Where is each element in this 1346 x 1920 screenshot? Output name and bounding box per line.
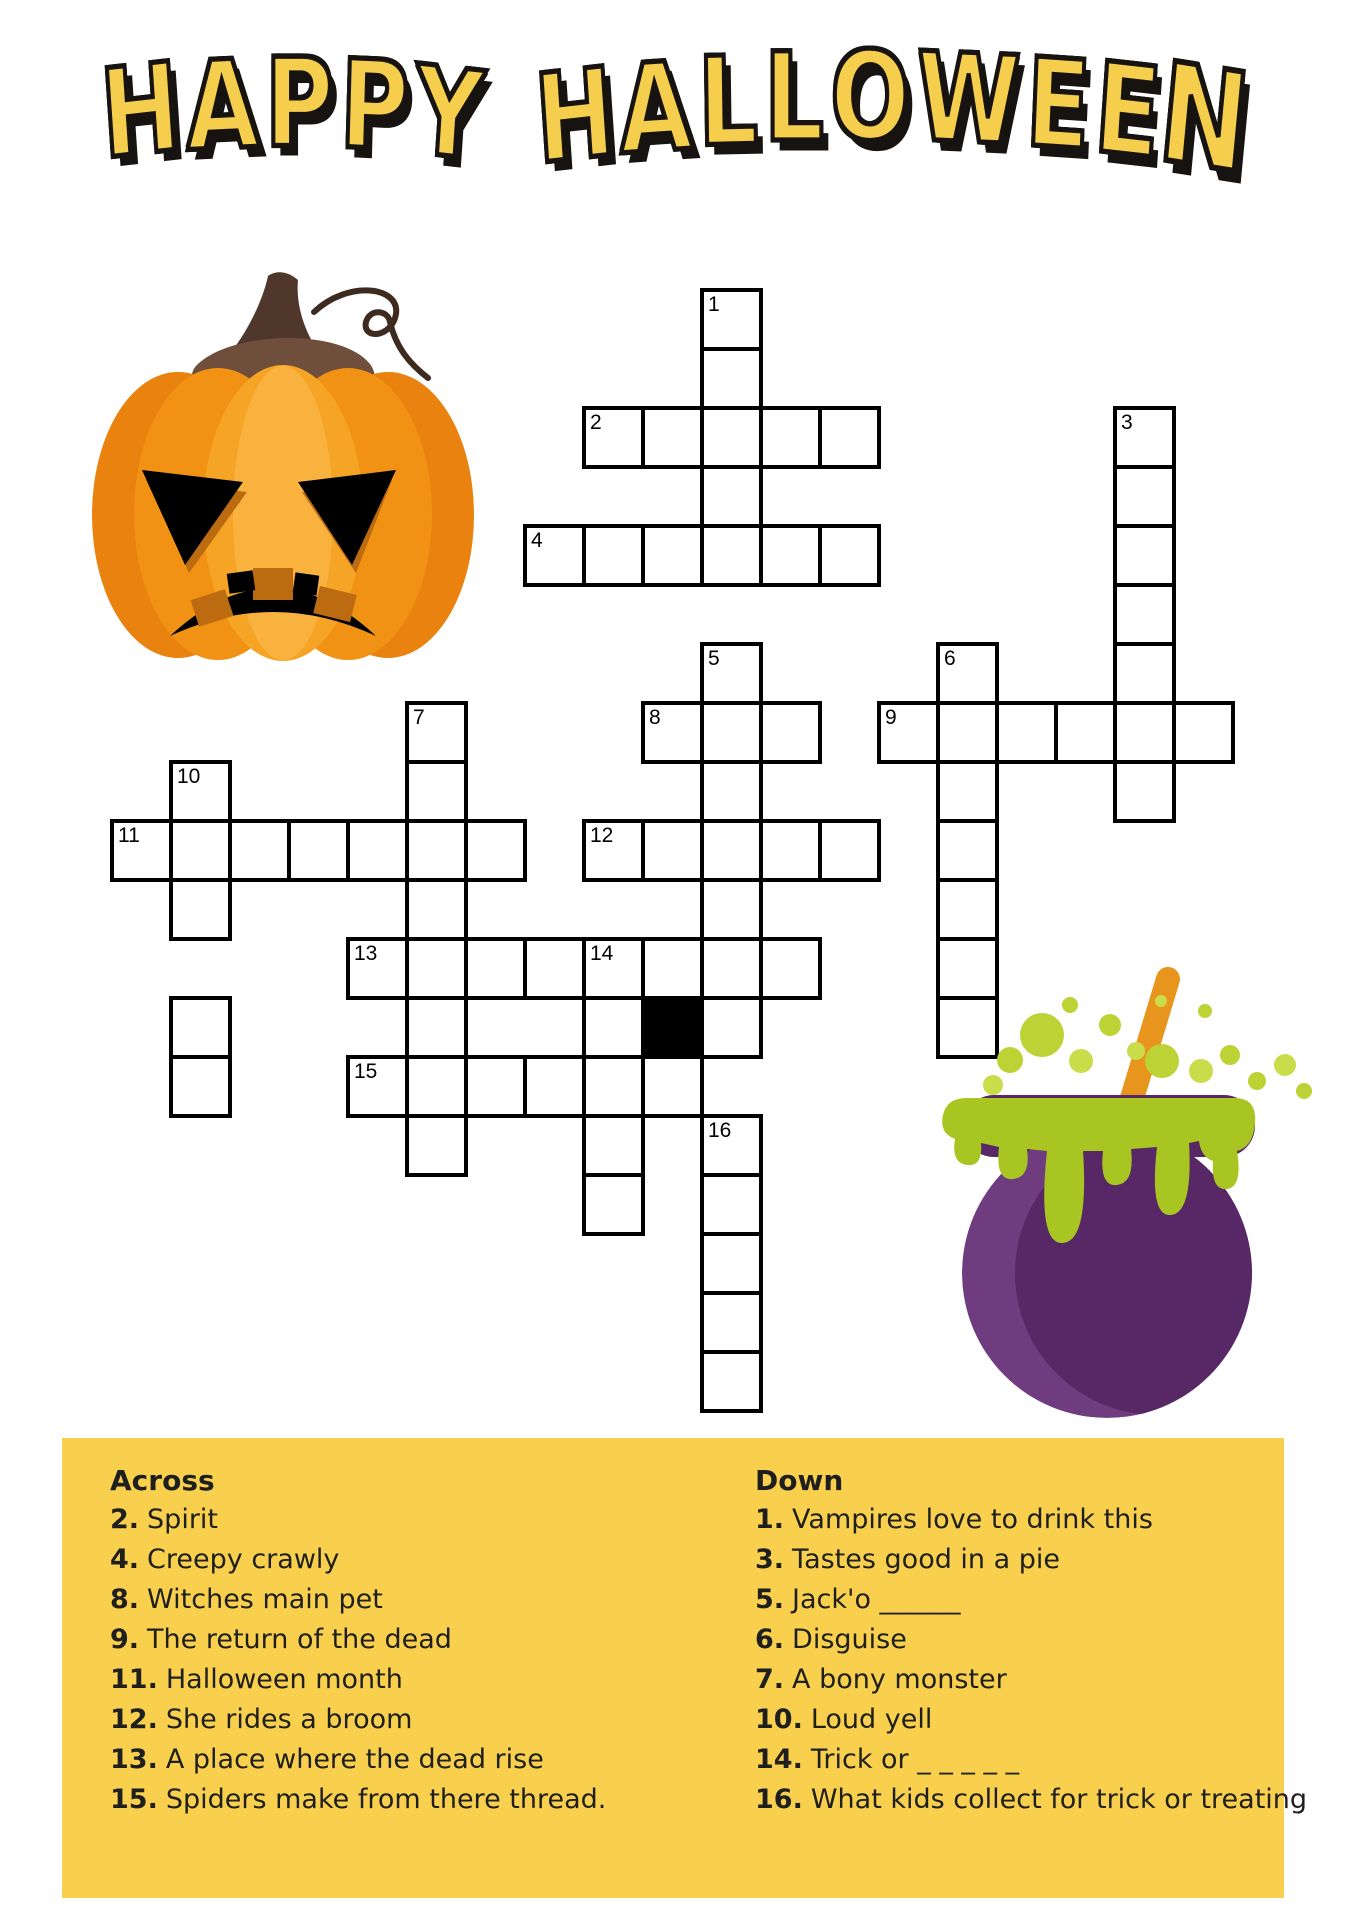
clue-text: Witches main pet: [147, 1584, 383, 1615]
grid-cell[interactable]: [1113, 465, 1176, 528]
clue-number: 3.: [755, 1544, 785, 1575]
clue-number: 9.: [110, 1624, 140, 1655]
grid-cell[interactable]: [700, 1114, 763, 1177]
clue-item: [755, 1704, 1275, 1744]
grid-cell[interactable]: [405, 701, 468, 764]
grid-cell[interactable]: [582, 524, 645, 587]
title-letter: L: [764, 28, 824, 170]
grid-cell[interactable]: [1113, 701, 1176, 764]
grid-cell[interactable]: [700, 1350, 763, 1413]
clue-text: Loud yell: [810, 1704, 933, 1735]
grid-cell[interactable]: [405, 996, 468, 1059]
grid-cell[interactable]: [1113, 524, 1176, 587]
cell-number: 8: [649, 706, 661, 729]
grid-cell[interactable]: [700, 524, 763, 587]
clue-item: [110, 1664, 670, 1704]
clue-number: 6.: [755, 1624, 785, 1655]
cell-number: 10: [177, 765, 201, 788]
grid-cell[interactable]: [818, 406, 881, 469]
grid-cell[interactable]: [936, 819, 999, 882]
clue-number: 13.: [110, 1744, 158, 1775]
clue-text: Tastes good in a pie: [792, 1544, 1061, 1575]
grid-cell[interactable]: [759, 701, 822, 764]
grid-cell[interactable]: [818, 524, 881, 587]
grid-cell[interactable]: [287, 819, 350, 882]
clue-number: 5.: [755, 1584, 785, 1615]
grid-cell[interactable]: [877, 701, 940, 764]
grid-cell[interactable]: [641, 406, 704, 469]
clue-text: A place where the dead rise: [165, 1744, 544, 1775]
grid-cell[interactable]: [405, 819, 468, 882]
grid-cell[interactable]: [1172, 701, 1235, 764]
cell-number: 6: [944, 647, 956, 670]
cell-number: 9: [885, 706, 897, 729]
clue-text: Trick or _ _ _ _ _: [810, 1744, 1020, 1775]
grid-cell[interactable]: [700, 406, 763, 469]
clue-text: Vampires love to drink this: [792, 1504, 1153, 1535]
grid-cell[interactable]: [936, 878, 999, 941]
cell-number: 11: [118, 824, 140, 847]
grid-cell[interactable]: [405, 937, 468, 1000]
title-letter: N: [1152, 34, 1256, 206]
clue-number: 16.: [755, 1784, 803, 1815]
grid-cell[interactable]: [700, 937, 763, 1000]
grid-cell[interactable]: [169, 819, 232, 882]
grid-cell[interactable]: [228, 819, 291, 882]
grid-cell[interactable]: [641, 937, 704, 1000]
grid-cell[interactable]: [169, 760, 232, 823]
cell-number: 7: [413, 706, 425, 729]
clue-text: The return of the dead: [147, 1624, 452, 1655]
title-letter: A: [616, 36, 695, 183]
cell-number: 5: [708, 647, 720, 670]
clue-number: 15.: [110, 1784, 158, 1815]
grid-cell[interactable]: [582, 1114, 645, 1177]
grid-cell[interactable]: [700, 1291, 763, 1354]
clue-item: [110, 1544, 670, 1584]
grid-cell[interactable]: [641, 1055, 704, 1118]
grid-cell[interactable]: [700, 878, 763, 941]
clue-text: What kids collect for trick or treating: [810, 1784, 1308, 1815]
grid-cell[interactable]: [700, 1232, 763, 1295]
grid-cell[interactable]: [1113, 583, 1176, 646]
grid-cell[interactable]: [346, 1055, 409, 1118]
grid-cell[interactable]: [995, 701, 1058, 764]
grid-cell-black: [641, 996, 704, 1059]
down-clues: [755, 1464, 1308, 1824]
cell-number: 14: [590, 942, 614, 965]
clue-item: [110, 1784, 670, 1824]
grid-cell[interactable]: [582, 406, 645, 469]
clue-item: [110, 1584, 670, 1624]
grid-cell[interactable]: [700, 701, 763, 764]
clue-item: [755, 1784, 1308, 1824]
title-letter: W: [914, 27, 1022, 174]
title-letter: P: [337, 34, 411, 180]
clue-item: [755, 1624, 1275, 1664]
grid-cell[interactable]: [700, 642, 763, 705]
grid-cell[interactable]: [405, 878, 468, 941]
grid-cell[interactable]: [759, 524, 822, 587]
cell-number: 3: [1121, 411, 1133, 434]
clue-item: [110, 1744, 670, 1784]
page-title: [0, 26, 1346, 206]
title-letter: O: [829, 26, 911, 170]
title-letter: E: [1090, 36, 1165, 188]
clue-number: 10.: [755, 1704, 803, 1735]
clue-text: Halloween month: [165, 1664, 403, 1695]
grid-cell[interactable]: [936, 642, 999, 705]
clue-number: 11.: [110, 1664, 158, 1695]
clue-item: [110, 1504, 670, 1544]
title-word: [97, 33, 487, 190]
grid-cell[interactable]: [700, 1173, 763, 1236]
grid-cell[interactable]: [405, 1114, 468, 1177]
grid-cell[interactable]: [582, 819, 645, 882]
grid-cell[interactable]: [700, 288, 763, 351]
grid-cell[interactable]: [759, 819, 822, 882]
grid-cell[interactable]: [936, 701, 999, 764]
grid-cell[interactable]: [523, 1055, 586, 1118]
grid-cell[interactable]: [523, 524, 586, 587]
grid-cell[interactable]: [346, 819, 409, 882]
grid-cell[interactable]: [641, 701, 704, 764]
grid-cell[interactable]: [700, 347, 763, 410]
clue-panel: [62, 1438, 1308, 1898]
grid-cell[interactable]: [936, 760, 999, 823]
grid-cell[interactable]: [700, 819, 763, 882]
grid-cell[interactable]: [346, 937, 409, 1000]
grid-cell[interactable]: [700, 760, 763, 823]
title-letter: P: [264, 33, 334, 176]
cell-number: 13: [354, 942, 378, 965]
title-word: [530, 26, 1256, 206]
grid-cell[interactable]: [1113, 642, 1176, 705]
grid-cell[interactable]: [582, 1173, 645, 1236]
clue-text: Creepy crawly: [147, 1544, 340, 1575]
grid-cell[interactable]: [169, 1055, 232, 1118]
grid-cell[interactable]: [1054, 701, 1117, 764]
clue-number: 2.: [110, 1504, 140, 1535]
title-letter: L: [697, 31, 759, 175]
grid-cell[interactable]: [169, 878, 232, 941]
grid-cell[interactable]: [405, 1055, 468, 1118]
title-letter: A: [184, 34, 261, 180]
cauldron-image: [905, 965, 1335, 1435]
grid-cell[interactable]: [464, 819, 527, 882]
title-letter: Y: [409, 40, 487, 190]
title-letter: H: [97, 37, 185, 188]
clue-item: [110, 1704, 670, 1744]
grid-cell[interactable]: [582, 1055, 645, 1118]
clue-item: [755, 1664, 1275, 1704]
cell-number: 16: [708, 1119, 732, 1142]
clue-item: [755, 1544, 1275, 1584]
clue-item: [755, 1744, 1275, 1784]
grid-cell[interactable]: [759, 406, 822, 469]
down-header: Down: [755, 1464, 844, 1497]
grid-cell[interactable]: [464, 1055, 527, 1118]
grid-cell[interactable]: [818, 819, 881, 882]
grid-cell[interactable]: [1113, 406, 1176, 469]
cell-number: 12: [590, 824, 614, 847]
clue-text: Jack'o ______: [792, 1584, 961, 1615]
grid-cell[interactable]: [169, 996, 232, 1059]
across-clues: [110, 1464, 670, 1824]
cell-number: 15: [354, 1060, 378, 1083]
clue-number: 4.: [110, 1544, 140, 1575]
grid-cell[interactable]: [700, 996, 763, 1059]
grid-cell[interactable]: [582, 996, 645, 1059]
across-header: Across: [110, 1464, 215, 1497]
grid-cell[interactable]: [582, 937, 645, 1000]
pumpkin-body: [92, 365, 474, 661]
grid-cell[interactable]: [464, 937, 527, 1000]
grid-cell[interactable]: [700, 465, 763, 528]
clue-text: She rides a broom: [165, 1704, 413, 1735]
cell-number: 1: [708, 293, 720, 316]
grid-cell[interactable]: [1113, 760, 1176, 823]
clue-number: 14.: [755, 1744, 803, 1775]
title-letter: H: [530, 42, 619, 193]
clue-number: 7.: [755, 1664, 785, 1695]
clue-text: A bony monster: [792, 1664, 1007, 1695]
clue-text: Disguise: [792, 1624, 907, 1655]
clue-text: Spiders make from there thread.: [165, 1784, 607, 1815]
grid-cell[interactable]: [641, 819, 704, 882]
clue-number: 8.: [110, 1584, 140, 1615]
clue-item: [755, 1504, 1275, 1544]
title-letter: E: [1022, 32, 1093, 179]
cell-number: 4: [531, 529, 543, 552]
grid-cell[interactable]: [759, 937, 822, 1000]
clue-number: 12.: [110, 1704, 158, 1735]
grid-cell[interactable]: [523, 937, 586, 1000]
grid-cell[interactable]: [110, 819, 173, 882]
clue-item: [110, 1624, 670, 1664]
clue-item: [755, 1584, 1275, 1624]
cell-number: 2: [590, 411, 602, 434]
grid-cell[interactable]: [405, 760, 468, 823]
grid-cell[interactable]: [641, 524, 704, 587]
clue-number: 1.: [755, 1504, 785, 1535]
clue-text: Spirit: [147, 1504, 219, 1535]
pumpkin-image: [90, 268, 490, 668]
